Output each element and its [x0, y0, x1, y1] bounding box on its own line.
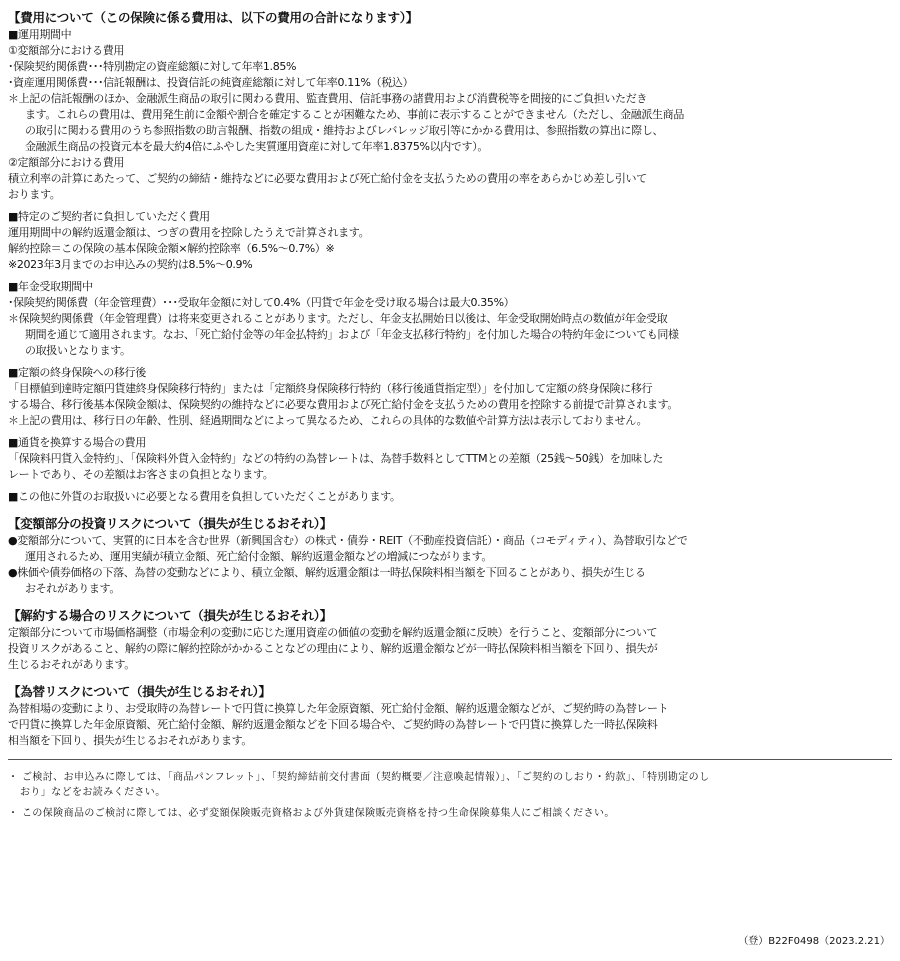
variable-risk-bullet: ●変額部分について、実質的に日本を含む世界（新興国含む）の株式・債券・REIT（不動産投資信託）・商品（コモディティ）、為替取引などで [8, 534, 688, 547]
fx-risk-text: 為替相場の変動により、お受取時の為替レートで円貨に換算した年金原資額、死亡給付金額、解約返還金額などが、ご契約時の為替レート [8, 702, 669, 715]
surrender-risk-text: 定額部分について市場価格調整（市場金利の変動に応じた運用資産の価値の変動を解約返還金額に反映）を行うこと、変額部分について [8, 626, 658, 639]
transfer-title: ■定額の終身保険への移行後 [8, 366, 146, 379]
surrender-charge-note: ※2023年3月までのお申込みの契約は8.5%～0.9% [8, 258, 253, 271]
variable-risk-bullet: 運用されるため、運用実績が積立金額、死亡給付金額、解約返還金額などの増減につながります。 [25, 550, 493, 563]
surrender-charge-formula: 解約控除＝この保険の基本保険金額×解約控除率（6.5%～0.7%）※ [8, 242, 335, 255]
fx-cost-text: 「保険料円貨入金特約」、「保険料外貨入金特約」などの特約の為替レートは、為替手数料としてTTMとの差額（25銭～50銭）を加味した [8, 452, 663, 465]
divider [8, 759, 892, 760]
variable-cost-title: ①変額部分における費用 [8, 44, 125, 57]
surrender-risk-heading: 【解約する場合のリスクについて（損失が生じるおそれ）】 [8, 608, 333, 623]
surrender-risk-text: 投資リスクがあること、解約の際に解約控除がかかることなどの理由により、解約返還金額などが一時払保険料相当額を下回り、損失が [8, 642, 658, 655]
registration-number: （登）B22F0498（2023.2.21） [738, 936, 890, 947]
other-cost-line: ■この他に外貨のお取扱いに必要となる費用を負担していただくことがあります。 [8, 490, 401, 503]
policy-fee-line: ･保険契約関係費･･･特別勘定の資産総額に対して年率1.85% [8, 60, 297, 73]
annuity-note-line: 期間を通じて適用されます。なお、「死亡給付金等の年金払特約」および「年金支払移行特約」を付加した場合の特約年金についても同様 [25, 328, 679, 341]
variable-note-line: 金融派生商品の投資元本を最大約4倍にふやした実質運用資産に対して年率1.8375%以内です）。 [25, 140, 488, 153]
fixed-cost-text: おります。 [8, 188, 61, 201]
footer-note: おり」などをお読みください。 [20, 787, 166, 798]
annuity-fee-line: ･保険契約関係費（年金管理費）･･･受取年金額に対して0.4%（円貨で年金を受け取る場合は最大0.35%） [8, 296, 515, 309]
variable-note-line: ます。これらの費用は、費用発生前に金額や割合を確定することが困難なため、事前に表示することができません（ただし、金融派生商品 [25, 108, 684, 121]
specific-cost-title: ■特定のご契約者に負担していただく費用 [8, 210, 210, 223]
document-page [8, 8, 892, 821]
fx-risk-heading: 【為替リスクについて（損失が生じるおそれ）】 [8, 684, 271, 699]
fixed-cost-text: 積立利率の計算にあたって、ご契約の締結・維持などに必要な費用および死亡給付金を支払うための費用の率をあらかじめ差し引いて [8, 172, 647, 185]
variable-risk-heading: 【変額部分の投資リスクについて（損失が生じるおそれ）】 [8, 516, 333, 531]
transfer-text: 「目標値到達時定額円貨建終身保険移行特約」または「定額終身保険移行特約（移行後通貨指定型）」を付加して定額の終身保険に移行 [8, 382, 653, 395]
transfer-note: ＊上記の費用は、移行日の年齢、性別、経過期間などによって異なるため、これらの具体的な数値や計算方法は表示しておりません。 [8, 414, 648, 427]
variable-risk-bullet: ●株価や債券価格の下落、為替の変動などにより、積立金額、解約返還金額は一時払保険料相当額を下回ることがあり、損失が生じる [8, 566, 646, 579]
variable-risk-bullet: おそれがあります。 [25, 582, 120, 595]
footer-note: ・ この保険商品のご検討に際しては、必ず変額保険販売資格および外貨建保険販売資格を持つ生命保険募集人にご相談ください。 [8, 808, 615, 819]
annuity-note-line: の取扱いとなります。 [25, 344, 131, 357]
annuity-note-line: ＊保険契約関係費（年金管理費）は将来変更されることがあります。ただし、年金支払開始日以後は、年金受取開始時点の数値が年金受取 [8, 312, 668, 325]
fx-cost-title: ■通貨を換算する場合の費用 [8, 436, 146, 449]
variable-note-line: ＊上記の信託報酬のほか、金融派生商品の取引に関わる費用、監査費用、信託事務の諸費用および消費税等を間接的にご負担いただき [8, 92, 647, 105]
operation-period-title: ■運用期間中 [8, 28, 72, 41]
annuity-period-title: ■年金受取期間中 [8, 280, 93, 293]
asset-management-fee-line: ･資産運用関係費･･･信託報酬は、投資信託の純資産総額に対して年率0.11%（税込） [8, 76, 414, 89]
transfer-text: する場合、移行後基本保険金額は、保険契約の維持などに必要な費用および死亡給付金を支払うための費用を控除する前提で計算されます。 [8, 398, 679, 411]
fx-risk-text: 相当額を下回り、損失が生じるおそれがあります。 [8, 734, 253, 747]
specific-cost-text: 運用期間中の解約返還金額は、つぎの費用を控除したうえで計算されます。 [8, 226, 370, 239]
fx-cost-text: レートであり、その差額はお客さまの負担となります。 [8, 468, 274, 481]
surrender-risk-text: 生じるおそれがあります。 [8, 658, 135, 671]
variable-note-line: の取引に関わる費用のうち参照指数の助言報酬、指数の組成・維持およびレバレッジ取引等にかかる費用は、参照指数の算出に際し、 [25, 124, 664, 137]
cost-heading: 【費用について（この保険に係る費用は、以下の費用の合計になります）】 [8, 10, 419, 25]
footer-note: ・ ご検討、お申込みに際しては、「商品パンフレット」、「契約締結前交付書面（契約概要／注意喚起情報）」、「ご契約のしおり・約款」、「特別勘定のし [8, 772, 710, 783]
fixed-cost-title: ②定額部分における費用 [8, 156, 125, 169]
fx-risk-text: で円貨に換算した年金原資額、死亡給付金額、解約返還金額などを下回る場合や、ご契約時の為替レートで円貨に換算した一時払保険料 [8, 718, 658, 731]
